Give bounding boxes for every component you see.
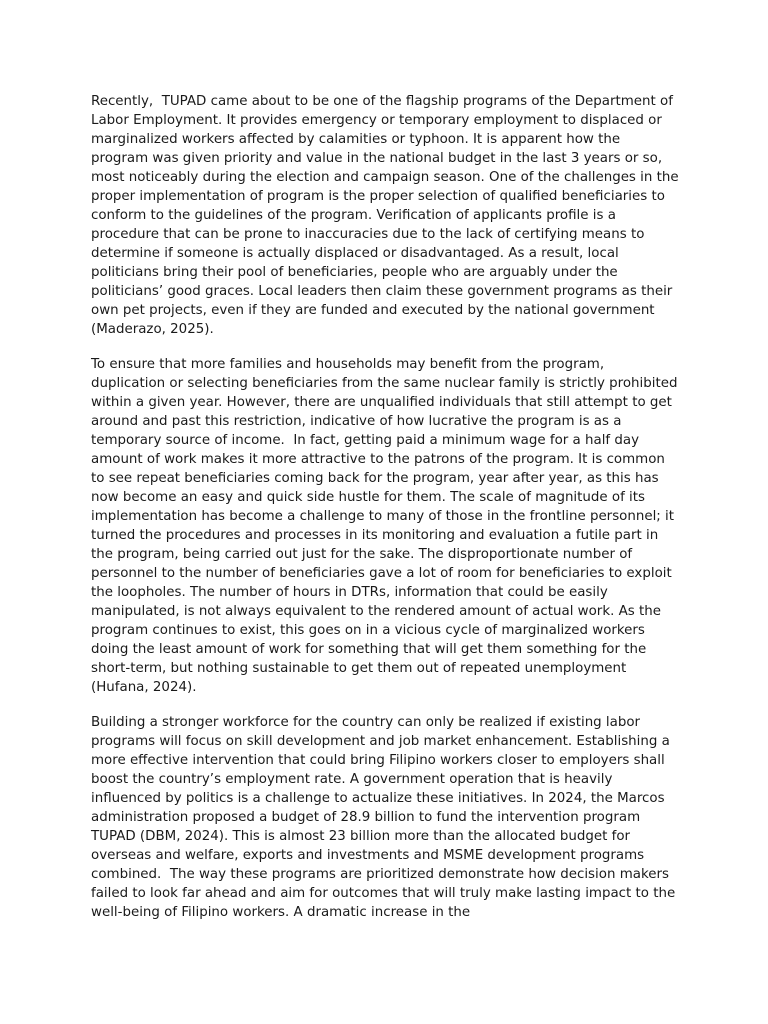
document-body	[91, 92, 681, 938]
paragraph-2: To ensure that more families and households may benefit from the program, duplication or selecting beneficiaries from the same nuclear family is strictly prohibited within a given year. However, there are unqualified individuals that still attempt to get around and past this restriction, indicative of how lucrative the program is as a temporary source of income. In fact, getting paid a minimum wage for a half day amount of work makes it more attractive to the patrons of the program. It is common to see repeat beneficiaries coming back for the program, year after year, as this has now become an easy and quick side hustle for them. The scale of magnitude of its implementation has become a challenge to many of those in the frontline personnel; it turned the procedures and processes in its monitoring and evaluation a futile part in the program, being carried out just for the sake. The disproportionate number of personnel to the number of beneficiaries gave a lot of room for beneficiaries to exploit the loopholes. The number of hours in DTRs, information that could be easily manipulated, is not always equivalent to the rendered amount of actual work. As the program continues to exist, this goes on in a vicious cycle of marginalized workers doing the least amount of work for something that will get them something for the short-term, but nothing sustainable to get them out of repeated unemployment (Hufana, 2024).	[91, 357, 682, 695]
paragraph-1: Recently, TUPAD came about to be one of the flagship programs of the Department of Labor Employment. It provides emergency or temporary employment to displaced or marginalized workers affected by calamities or typhoon. It is apparent how the program was given priority and value in the national budget in the last 3 years or so, most noticeably during the election and campaign season. One of the challenges in the proper implementation of program is the proper selection of qualified beneficiaries to conform to the guidelines of the program. Verification of applicants profile is a procedure that can be prone to inaccuracies due to the lack of certifying means to determine if someone is actually displaced or disadvantaged. As a result, local politicians bring their pool of beneficiaries, people who are arguably under the politicians’ good graces. Local leaders then claim these government programs as their own pet projects, even if they are funded and executed by the national government (Maderazo, 2025).	[91, 94, 683, 337]
paragraph-3: Building a stronger workforce for the country can only be realized if existing labor programs will focus on skill development and job market enhancement. Establishing a more effective intervention that could bring Filipino workers closer to employers shall boost the country’s employment rate. A government operation that is heavily influenced by politics is a challenge to actualize these initiatives. In 2024, the Marcos administration proposed a budget of 28.9 billion to fund the intervention program TUPAD (DBM, 2024). This is almost 23 billion more than the allocated budget for overseas and welfare, exports and investments and MSME development programs combined. The way these programs are prioritized demonstrate how decision makers failed to look far ahead and aim for outcomes that will truly make lasting impact to the well-being of Filipino workers. A dramatic increase in the	[91, 715, 680, 920]
